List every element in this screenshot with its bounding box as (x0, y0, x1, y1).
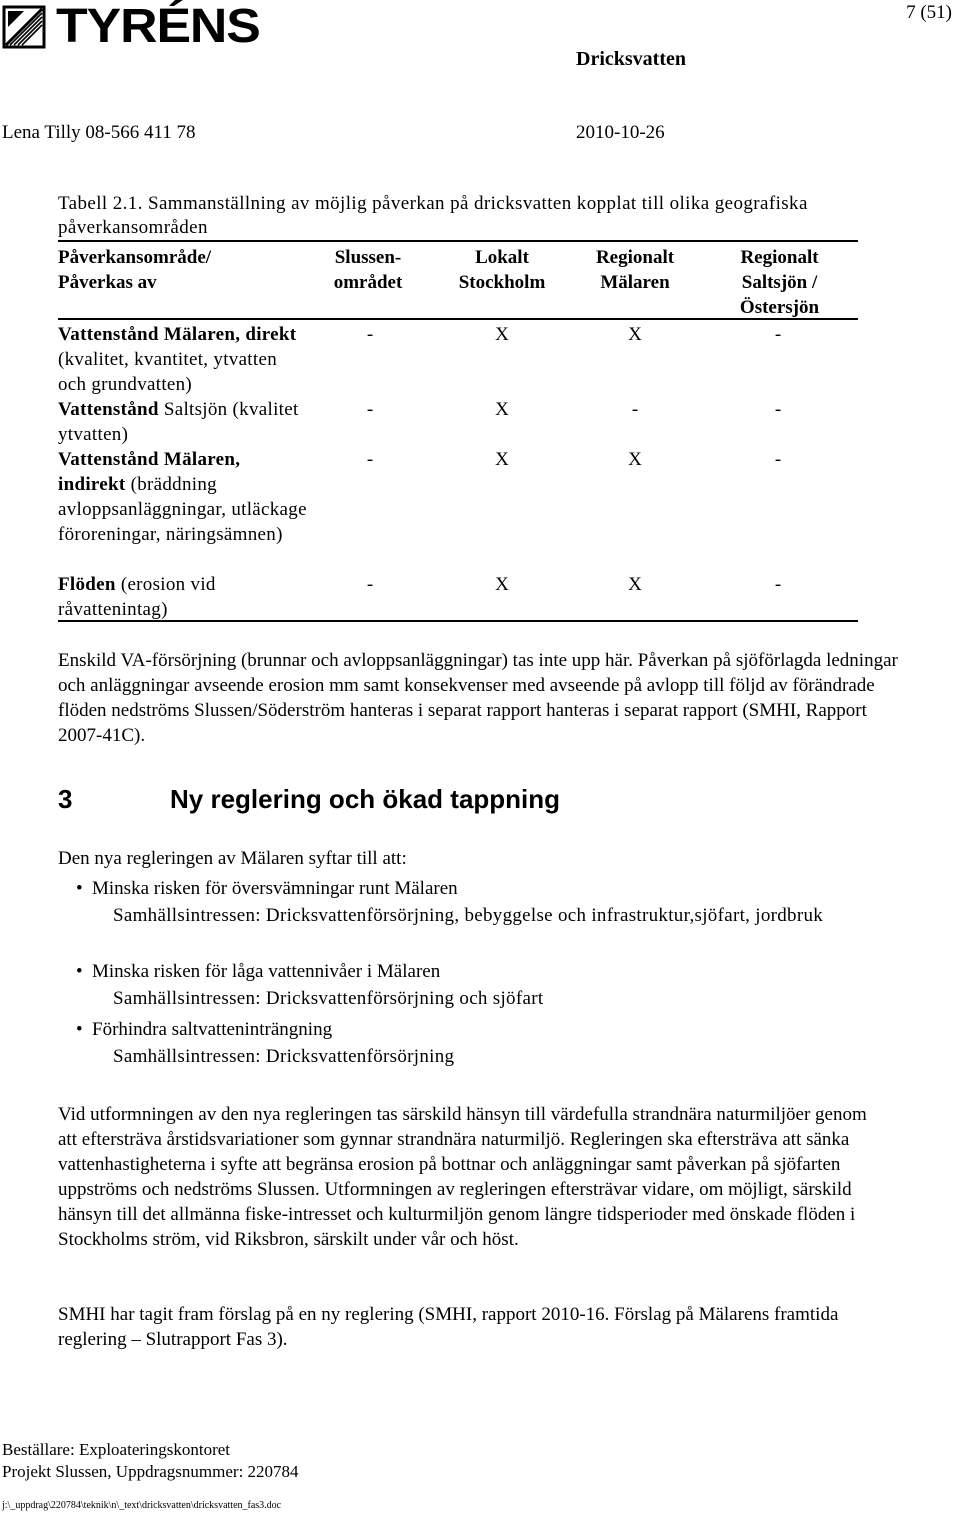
table-cell: - (366, 399, 374, 420)
list-item: • Minska risken för låga vattennivåer i Mälaren (76, 961, 441, 982)
list-item-detail: Samhällsintressen: Dricksvattenförsörjning, bebyggelse och infrastruktur,sjöfart, jordbruk (113, 905, 824, 926)
table-cell: X (495, 399, 509, 420)
company-logo (2, 0, 260, 53)
tyrens-logo-icon (2, 5, 46, 49)
table-cell: - (774, 324, 782, 345)
body-paragraph: SMHI har tagit fram förslag på en ny reglering (SMHI, rapport 2010-16. Förslag på Mälarens framtida reglering – Slutrapport Fas 3). (58, 1304, 839, 1350)
column-header-saltsjon: Regionalt Saltsjön / Östersjön (739, 247, 820, 318)
list-item: • Förhindra saltvatteninträngning (76, 1019, 333, 1040)
table-top-rule (58, 240, 858, 242)
footer-project: Projekt Slussen, Uppdragsnummer: 220784 (2, 1462, 299, 1481)
table-cell: - (366, 324, 374, 345)
table-cell: X (628, 324, 642, 345)
table-cell: - (774, 449, 782, 470)
section-number: 3 (58, 784, 73, 814)
list-item-detail: Samhällsintressen: Dricksvattenförsörjning och sjöfart (113, 988, 544, 1009)
table-caption: Tabell 2.1. Sammanställning av möjlig påverkan på dricksvatten kopplat till olika geografiska påverkansområden (58, 193, 808, 238)
company-name: TYRÉNS (56, 0, 260, 53)
table-cell: - (774, 574, 782, 595)
table-row-label: Flöden (erosion vid råvattenintag) (58, 574, 216, 620)
document-title: Dricksvatten (576, 48, 686, 70)
column-header-area: Påverkansområde/ Påverkas av (58, 247, 212, 293)
document-date: 2010-10-26 (576, 122, 665, 143)
footer-client: Beställare: Exploateringskontoret (2, 1440, 231, 1459)
table-cell: X (495, 449, 509, 470)
column-header-stockholm: Lokalt Stockholm (458, 247, 546, 293)
table-cell: - (366, 449, 374, 470)
table-cell: - (774, 399, 782, 420)
section-intro: Den nya regleringen av Mälaren syftar till att: (58, 848, 407, 869)
table-cell: X (628, 449, 642, 470)
bullet-icon: • (76, 878, 83, 899)
bullet-icon: • (76, 1019, 83, 1040)
table-row-label: Vattenstånd Mälaren, indirekt (bräddning avloppsanläggningar, utläckage föroreningar, näringsämnen) (58, 449, 307, 545)
table-row-label: Vattenstånd Saltsjön (kvalitet ytvatten) (58, 399, 299, 445)
column-header-slussen: Slussen- området (333, 247, 403, 293)
author-line: Lena Tilly 08-566 411 78 (2, 122, 196, 143)
table-cell: - (631, 399, 639, 420)
table-row-label: Vattenstånd Mälaren, direkt (kvalitet, kvantitet, ytvatten och grundvatten) (58, 324, 297, 395)
column-header-malaren: Regionalt Mälaren (595, 247, 675, 293)
table-note: Enskild VA-försörjning (brunnar och avloppsanläggningar) tas inte upp här. Påverkan på sjöförlagda ledningar och anläggningar avseende erosion mm samt konsekvenser med avseende på avlopp till följd av förändrade flöden nedströms Slussen/Söderström hanteras i separat rapport hanteras i separat rapport (SMHI, Rapport 2007-41C). (58, 650, 898, 746)
table-cell: - (366, 574, 374, 595)
list-item: • Minska risken för översvämningar runt Mälaren (76, 878, 458, 899)
body-paragraph: Vid utformningen av den nya regleringen tas särskild hänsyn till värdefulla strandnära naturmiljöer genom att eftersträva årstidsvariationer som gynnar strandnära naturmiljö. Regleringen ska eftersträva att sänka vattenhastigheterna i syfte att begränsa erosion på bottnar och anläggningar samt påverkan på sjöfarten uppströms och nedströms Slussen. Utformningen av regleringen eftersträvar vidare, om möjligt, särskild hänsyn till det allmänna fiske-intresset och kulturmiljön genom längre tidsperioder med önskade flöden i Stockholms ström, vid Riksbron, särskilt under vår och höst. (58, 1104, 867, 1250)
table-cell: X (495, 574, 509, 595)
section-title: Ny reglering och ökad tappning (170, 784, 561, 814)
bullet-icon: • (76, 961, 83, 982)
table-cell: X (628, 574, 642, 595)
table-cell: X (495, 324, 509, 345)
section-heading (58, 784, 560, 815)
footer-file-path: j:\_uppdrag\220784\teknik\n\_text\dricksvatten\dricksvatten_fas3.doc (2, 1500, 282, 1511)
page-number: 7 (51) (906, 2, 952, 23)
list-item-detail: Samhällsintressen: Dricksvattenförsörjning (113, 1046, 455, 1067)
